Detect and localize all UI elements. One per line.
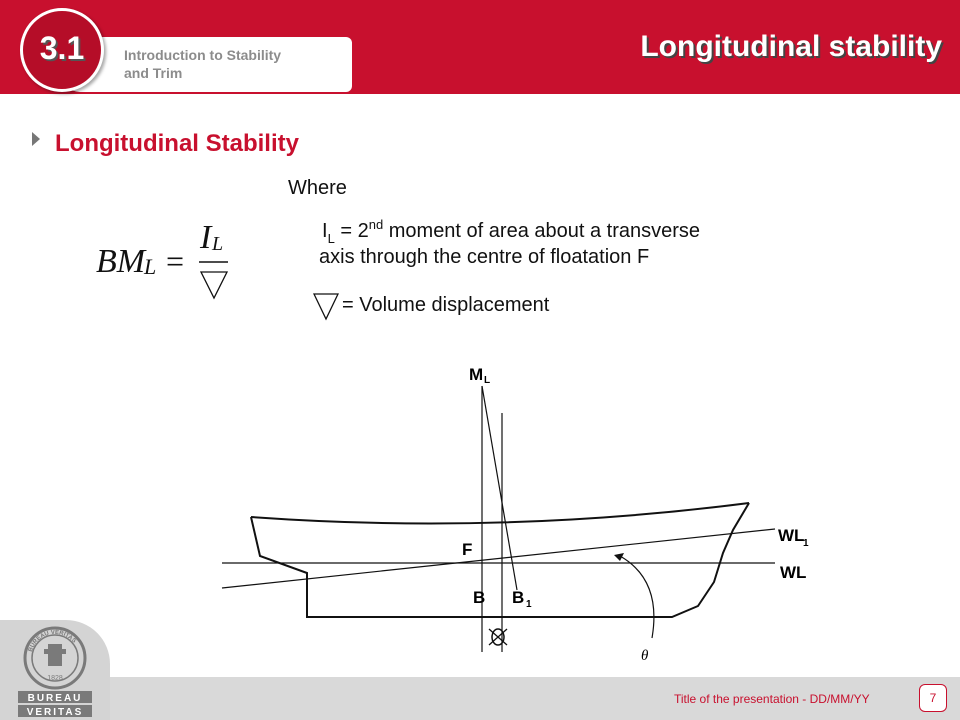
page-number: 7 xyxy=(919,684,947,712)
section-title xyxy=(124,46,344,82)
label-b1-sub: 1 xyxy=(526,599,532,610)
label-wl: WL xyxy=(780,563,807,582)
formula-equals: = xyxy=(166,243,185,279)
il-definition-line2: axis through the centre of floatation F xyxy=(319,246,650,268)
slide-heading: Longitudinal Stability xyxy=(55,130,299,157)
label-theta: θ xyxy=(641,648,649,664)
il-superscript: nd xyxy=(368,217,384,232)
theta-arc xyxy=(620,556,654,638)
label-f: F xyxy=(462,540,473,559)
il-subscript: L xyxy=(327,231,335,246)
label-b1: B xyxy=(512,588,525,607)
deck-line xyxy=(251,503,749,523)
waterline-wl1 xyxy=(222,529,775,588)
il-eq-prefix: = 2 xyxy=(334,220,369,242)
bureau-veritas-logo xyxy=(14,622,96,718)
formula-numerator-subscript: L xyxy=(212,233,224,255)
footer-presentation-title: Title of the presentation - DD/MM/YY xyxy=(674,692,870,706)
slide-title: Longitudinal stability xyxy=(640,30,942,63)
label-ml-sub: L xyxy=(484,375,491,386)
ship-trim-diagram xyxy=(200,350,840,670)
section-number: 3.1 xyxy=(39,30,85,66)
il-line1-rest: moment of area about a transverse xyxy=(383,220,701,242)
label-b: B xyxy=(473,588,486,607)
bullet-arrow-icon xyxy=(32,132,40,146)
il-definition-line1 xyxy=(322,217,701,246)
section-title-line2: and Trim xyxy=(124,65,183,81)
nabla-icon xyxy=(201,272,227,298)
formula-lhs: BM xyxy=(96,243,146,280)
label-wl1-sub: 1 xyxy=(803,538,809,549)
formula-lhs-subscript: L xyxy=(144,254,157,279)
logo-year: 1828 xyxy=(47,675,63,682)
label-ml: M xyxy=(469,365,484,384)
where-label: Where xyxy=(288,177,347,199)
formula-numerator: I xyxy=(200,219,212,256)
section-title-line1: Introduction to Stability xyxy=(124,47,282,63)
label-wl1: WL xyxy=(778,526,805,545)
hull-outline xyxy=(251,503,749,617)
volume-nabla-icon xyxy=(313,292,339,322)
volume-definition: = Volume displacement xyxy=(342,294,550,316)
logo-line1: BUREAU xyxy=(27,693,83,704)
logo-line2: VERITAS xyxy=(26,707,84,718)
il-symbol: I xyxy=(322,220,328,242)
logo-arc-text: BUREAU VERITAS xyxy=(27,629,77,653)
bm-formula xyxy=(90,210,250,305)
